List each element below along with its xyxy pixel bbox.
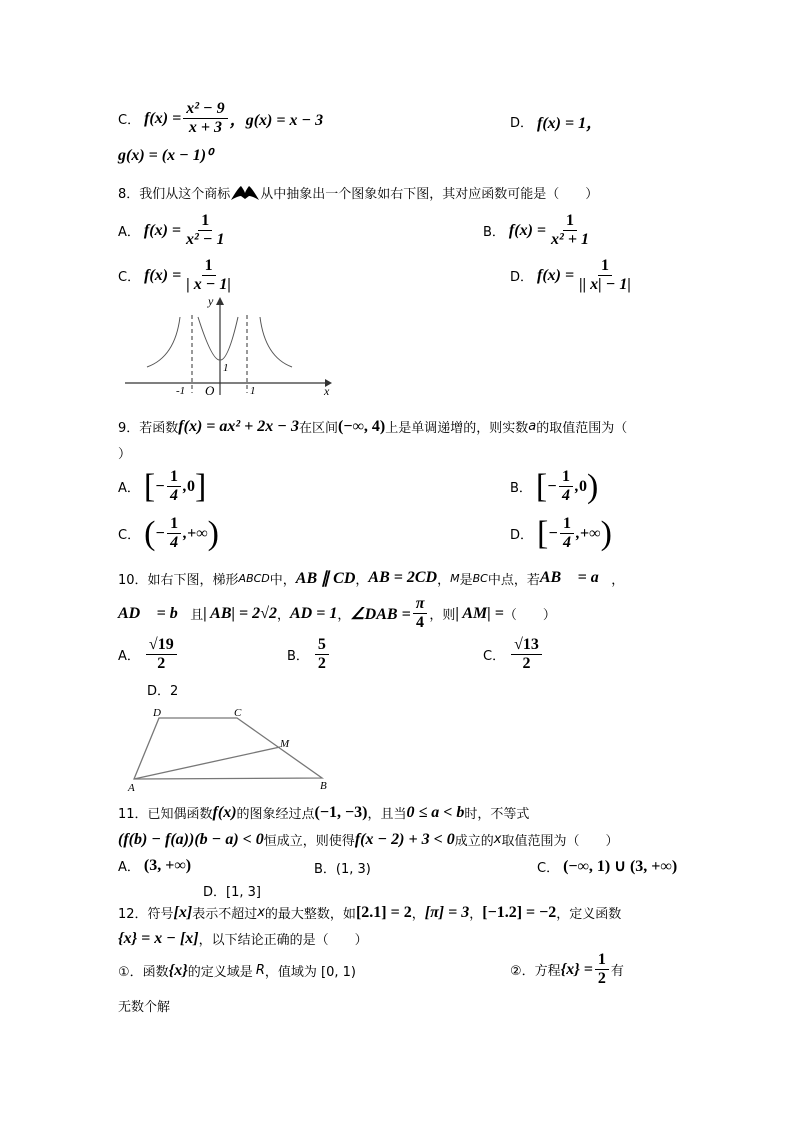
q8-function-graph — [120, 295, 340, 400]
origin-label: O — [205, 383, 215, 398]
fraction: $\frac{1}{4}$ — [560, 515, 574, 552]
q7-option-c: C． f(x) = $\frac{\text{x² − 9}}{x + 3}$ ，g(x) = x − 3 — [118, 100, 324, 136]
q11-option-d: D．[1, 3] — [203, 885, 261, 900]
tick-neg1: -1 — [176, 385, 186, 397]
fraction: $\frac{√19}{2}$ — [146, 636, 177, 673]
vertex-b: B — [320, 780, 327, 792]
q10-stem-line1: 10．如右下图，梯形 ABCD 中， AB ∥ CD ， AB = 2CD ， M 是 BC 中点，若 AB⃗ = a⃗ ， — [118, 569, 625, 588]
q11-option-b: B．(1, 3) — [314, 862, 371, 877]
tick-1: 1 — [250, 385, 256, 397]
fraction: $\frac{5}{2}$ — [315, 636, 329, 673]
fraction: $\frac{1}{4}$ — [167, 515, 181, 552]
vertex-c: C — [234, 707, 242, 719]
fraction: $\frac{1}{4}$ — [167, 468, 181, 505]
q11-stem-line2: (f(b) − f(a))(b − a) < 0 恒成立，则使得 f(x − 2) + 3 < 0 成立的 x 取值范围为（ ） — [118, 830, 619, 849]
q9-option-c: C． ( − $\frac{1}{4}$ , +∞ ) — [118, 514, 219, 552]
q9-option-b: B． [ − $\frac{1}{4}$ , 0 ) — [510, 467, 599, 505]
q10-stem-line2: AD⃗ = b⃗ 且 | AB| = 2√2 ， AD = 1 ， ∠DAB = $\frac{\pi}{4}$ ，则 | AM| = （ ） — [118, 595, 556, 631]
y-tick-1: 1 — [223, 362, 229, 374]
q10-option-d: D．2 — [147, 684, 179, 699]
vertex-a: A — [128, 782, 135, 794]
kappa-logo-icon — [230, 184, 260, 202]
q9-close: ） — [118, 447, 132, 462]
q11-option-c: C． (−∞, 1) ∪ (3, +∞) — [537, 858, 678, 876]
q12-stem-line2: {x} = x − [x] ，以下结论正确的是（ ） — [118, 929, 368, 948]
q11-option-a: A． (3, +∞) — [118, 856, 192, 875]
q7-option-d-cont: g(x) = (x − 1)⁰ — [118, 147, 213, 164]
q12-statement-2-cont: 无数个解 — [118, 1000, 171, 1015]
vertex-d: D — [153, 707, 161, 719]
trapezoid-figure — [125, 705, 340, 795]
q10-option-c: C． $\frac{√13}{2}$ — [483, 636, 544, 673]
q11-stem-line1: 11．已知偶函数 f(x) 的图象经过点 (−1, −3) ，且当 0 ≤ a < b 时，不等式 — [118, 803, 530, 822]
fraction: $\frac{1}{|| x| - 1|}$ — [579, 257, 631, 293]
q10-option-b: B． $\frac{5}{2}$ — [287, 636, 331, 673]
fraction: $\frac{1}{\text{x² + 1}}$ — [551, 212, 589, 248]
fraction: $\frac{1}{\text{x² − 1}}$ — [186, 212, 225, 248]
q12-statement-1: ①．函数 {x} 的定义域是 R ，值域为 [0, 1) — [118, 961, 356, 980]
q10-option-a: A． $\frac{√19}{2}$ — [118, 636, 179, 673]
q8-option-d: D． f(x) = $\frac{1}{|| x| - 1|}$ — [510, 257, 636, 294]
q8-option-a: A． f(x) = $\frac{1}{\text{x² − 1}}$ — [118, 212, 230, 249]
q9-option-d: D． [ − $\frac{1}{4}$ , +∞ ) — [510, 514, 612, 552]
fraction: $\frac{1}{4}$ — [559, 468, 573, 505]
x-axis-label: x — [324, 384, 330, 398]
q12-stem-line1: 12．符号 [x] 表示不超过 x 的最大整数，如 [2.1] = 2 ， [π] = 3 ， [−1.2] = −2 ，定义函数 — [118, 903, 622, 922]
q8-option-c: C． f(x) = $\frac{1}{| x - 1|}$ — [118, 257, 236, 294]
q9-option-a: A． [ − $\frac{1}{4}$ , 0 ] — [118, 467, 207, 505]
q8-option-b: B． f(x) = $\frac{1}{\text{x² + 1}}$ — [483, 212, 594, 249]
q9-stem: 9．若函数 f(x) = ax² + 2x − 3 在区间 (−∞, 4) 上是单调递增的，则实数 a 的取值范围为（ — [118, 417, 628, 436]
fraction: $\frac{\pi}{4}$ — [413, 595, 428, 632]
q12-statement-2: ②．方程 {x} = $\frac{1}{2}$ 有 — [510, 951, 624, 987]
fraction: $\frac{1}{2}$ — [595, 951, 609, 988]
fraction: $\frac{1}{| x - 1|}$ — [186, 257, 231, 293]
fraction: $\frac{\text{x² − 9}}{x + 3}$ — [183, 100, 228, 137]
q8-stem: 8．我们从这个商标 从中抽象出一个图象如右下图，其对应函数可能是（ ） — [118, 183, 598, 202]
point-m: M — [280, 738, 290, 750]
y-axis-label: y — [208, 295, 214, 308]
fraction: $\frac{√13}{2}$ — [511, 636, 542, 673]
q7-option-d: D． f(x) = 1， — [510, 115, 603, 132]
